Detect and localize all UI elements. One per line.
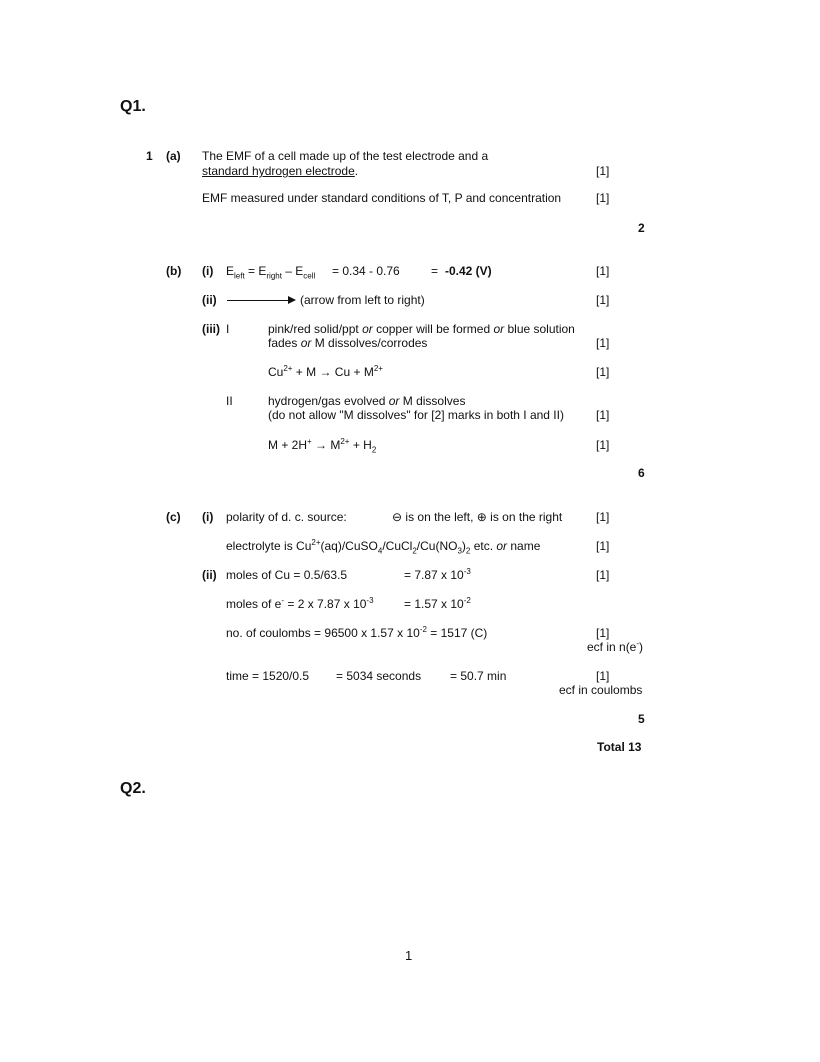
part-c-time-min: = 50.7 min	[450, 669, 507, 683]
part-c-polarity-value: ⊖ is on the left, ⊕ is on the right	[392, 510, 563, 524]
part-b-i-formula: $E_{left} = E_{right} - E_{cell}$	[226, 264, 316, 281]
part-a-line3: EMF measured under standard conditions of T, P and concentration	[202, 191, 562, 205]
part-b-i-result: -0.42 (V)	[445, 264, 492, 278]
part-b-iii-label: (iii)	[202, 322, 220, 336]
part-c-time-seconds: = 5034 seconds	[336, 669, 422, 683]
part-b-total: 6	[638, 466, 645, 480]
part-b-i-eq: =	[431, 264, 439, 278]
part-b-I-mark1: [1]	[596, 336, 610, 350]
part-c-polarity-mark: [1]	[596, 510, 610, 524]
part-b-ii-mark: [1]	[596, 293, 610, 307]
part-b-label: (b)	[166, 264, 182, 278]
q2-heading: Q2.	[120, 780, 146, 797]
part-b-I-equation: $Cu^{2+} + M \to Cu + M^{2+}$	[268, 364, 383, 379]
part-a-label: (a)	[166, 149, 181, 163]
part-c-time-ecf: ecf in coulombs	[559, 683, 643, 697]
part-b-ii-label: (ii)	[202, 293, 217, 307]
part-c-moles-e: moles of e- = 2 x 7.87 x $10^{-3}$	[226, 596, 374, 611]
part-c-moles-cu-mark: [1]	[596, 568, 610, 582]
plus-circle-icon: ⊕	[476, 510, 487, 524]
grand-total: Total 13	[597, 740, 642, 754]
part-a-total: 2	[638, 221, 645, 235]
part-c-coulombs-mark: [1]	[596, 626, 610, 640]
part-b-I-line2: fades or M dissolves/corrodes	[268, 336, 428, 350]
arrow-right-icon	[227, 300, 290, 301]
part-b-II-equation: $M + 2H^+ \to M^{2+} + H_2$	[268, 437, 377, 455]
part-c-moles-cu-result: = 7.87 x $10^{-3}$	[404, 567, 471, 582]
part-b-i-calc: = 0.34 - 0.76	[332, 264, 400, 278]
q1-heading: Q1.	[120, 98, 146, 115]
part-c-coulombs-ecf: ecf in n(e-)	[587, 639, 644, 654]
part-b-II-mark2: [1]	[596, 438, 610, 452]
part-a-mark1: [1]	[596, 164, 610, 178]
part-c-time: time = 1520/0.5	[226, 669, 310, 683]
part-c-moles-e-result: = 1.57 x $10^{-2}$	[404, 596, 471, 611]
part-a-mark2: [1]	[596, 191, 610, 205]
part-b-i-mark: [1]	[596, 264, 610, 278]
part-c-i-label: (i)	[202, 510, 214, 524]
part-b-i-label: (i)	[202, 264, 214, 278]
part-b-I-line1: pink/red solid/ppt or copper will be formed or blue solution	[268, 322, 575, 336]
part-c-polarity-label: polarity of d. c. source:	[226, 510, 347, 524]
part-c-label: (c)	[166, 510, 181, 524]
part-b-ii-text: (arrow from left to right)	[300, 293, 425, 307]
part-c-time-mark: [1]	[596, 669, 610, 683]
page-number: 1	[405, 948, 413, 963]
part-b-II-line2: (do not allow "M dissolves" for [2] marks in both I and II)	[268, 408, 564, 422]
part-b-I-mark2: [1]	[596, 365, 610, 379]
part-c-ii-label: (ii)	[202, 568, 217, 582]
question-number: 1	[146, 149, 153, 163]
arrowhead-icon	[288, 296, 296, 304]
minus-circle-icon: ⊖	[392, 510, 403, 524]
part-b-iii-II: II	[226, 394, 233, 408]
part-b-iii-I: I	[226, 322, 230, 336]
part-c-electrolyte-mark: [1]	[596, 539, 610, 553]
part-b-II-mark1: [1]	[596, 408, 610, 422]
part-c-total: 5	[638, 712, 645, 726]
part-a-line1: The EMF of a cell made up of the test electrode and a	[202, 149, 489, 163]
part-c-electrolyte: electrolyte is $Cu^{2+}(aq)/CuSO_4/CuCl_2/Cu(NO_3)_2$ etc. or name	[226, 538, 541, 556]
part-c-moles-cu: moles of Cu = 0.5/63.5	[226, 568, 348, 582]
part-b-II-line1: hydrogen/gas evolved or M dissolves	[268, 394, 466, 408]
part-c-coulombs: no. of coulombs = 96500 x 1.57 x $10^{-2} = 1517$ (C)	[226, 625, 488, 640]
part-a-line2: standard hydrogen electrode.	[202, 164, 359, 178]
